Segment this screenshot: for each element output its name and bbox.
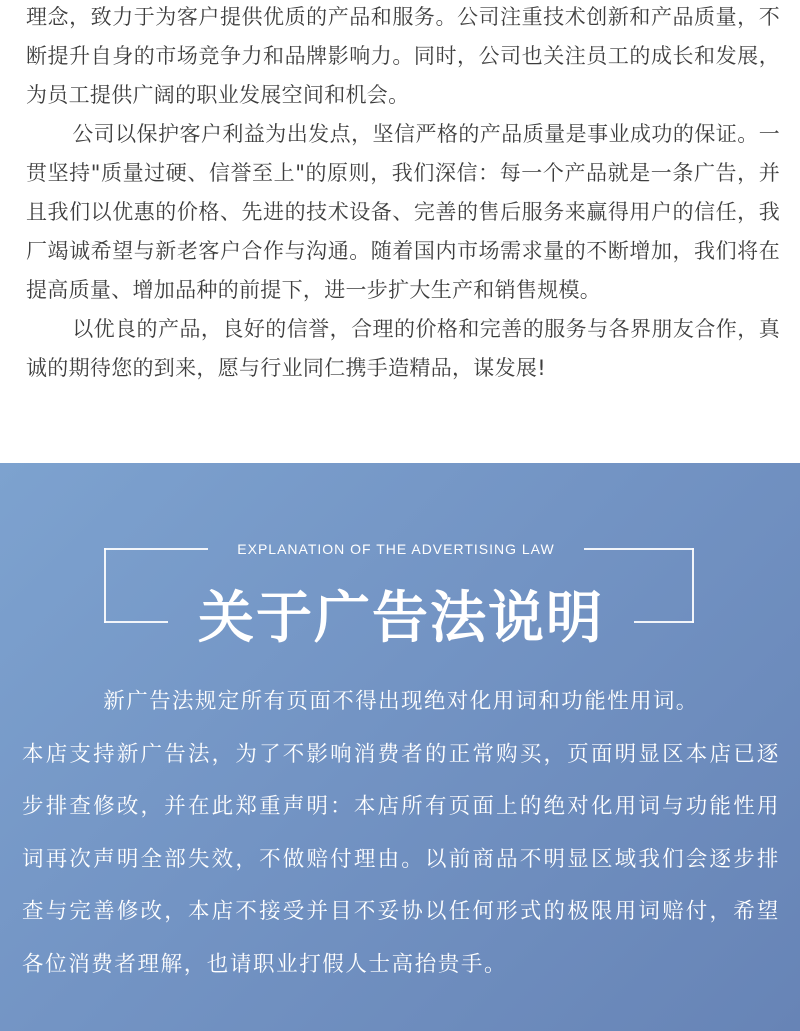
law-title: 关于广告法说明	[198, 586, 604, 651]
intro-paragraph-1: 理念，致力于为客户提供优质的产品和服务。公司注重技术创新和产品质量，不断提升自身的市场竞争力和品牌影响力。同时，公司也关注员工的成长和发展，为员工提供广阔的职业发展空间和机会。	[26, 5, 780, 107]
advertising-law-section	[0, 463, 800, 1031]
frame-line-left	[104, 548, 106, 623]
company-intro-text	[26, 0, 780, 388]
intro-paragraph-2: 公司以保护客户利益为出发点，坚信严格的产品质量是事业成功的保证。一贯坚持"质量过硬、信誉至上"的原则，我们深信：每一个产品就是一条广告，并且我们以优惠的价格、先进的技术设备、完善的售后服务来赢得用户的信任，我厂竭诚希望与新老客户合作与沟通。随着国内市场需求量的不断增加，我们将在提高质量、增加品种的前提下，进一步扩大生产和销售规模。	[26, 122, 780, 302]
law-statement-body: 本店支持新广告法，为了不影响消费者的正常购买，页面明显区本店已逐步排查修改，并在此郑重声明：本店所有页面上的绝对化用词与功能性用词再次声明全部失效，不做赔付理由。以前商品不明显区域我们会逐步排查与完善修改，本店不接受并目不妥协以任何形式的极限用词赔付，希望各位消费者理解，也请职业打假人士高抬贵手。	[22, 741, 780, 977]
frame-line-top-right	[584, 548, 694, 550]
law-subtitle: EXPLANATION OF THE ADVERTISING LAW	[237, 541, 555, 557]
law-statement-first-line: 新广告法规定所有页面不得出现绝对化用词和功能性用词。	[103, 689, 699, 714]
law-statement	[22, 676, 780, 991]
company-intro-section	[0, 0, 800, 463]
intro-paragraph-3: 以优良的产品，良好的信誉，合理的价格和完善的服务与各界朋友合作，真诚的期待您的到来，愿与行业同仁携手造精品，谋发展!	[26, 317, 780, 380]
frame-line-right	[692, 548, 694, 623]
frame-line-top-left	[104, 548, 208, 550]
frame-line-bottom-right	[634, 621, 694, 623]
frame-line-bottom-left	[104, 621, 168, 623]
